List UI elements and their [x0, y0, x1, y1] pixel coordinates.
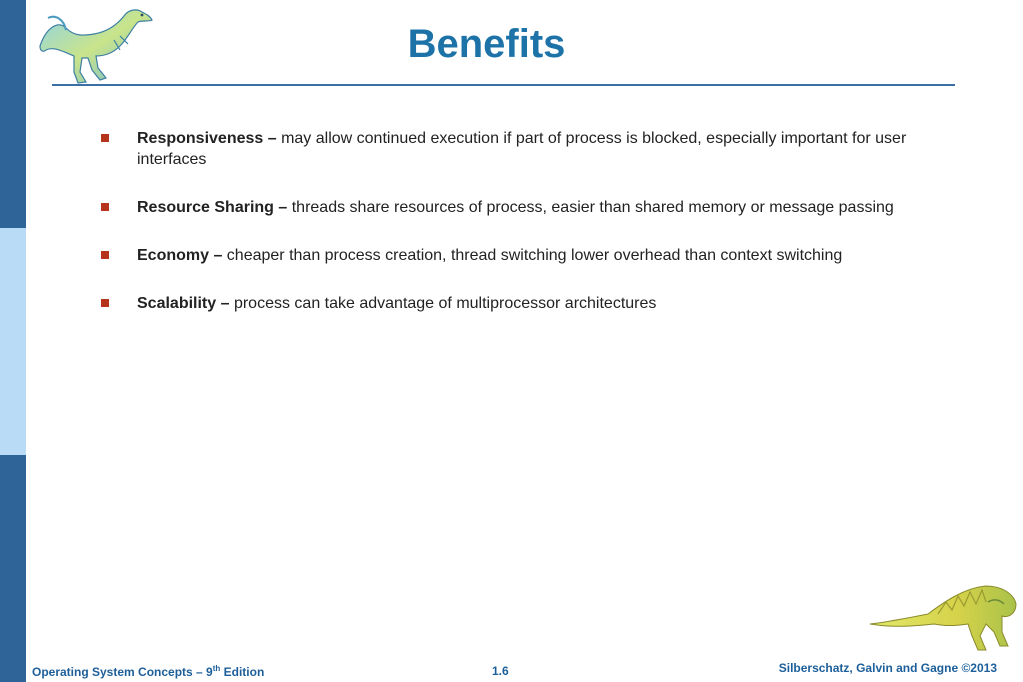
sidebar-band-bottom [0, 455, 26, 682]
bullet-term: Responsiveness – [137, 130, 277, 147]
footer-copyright: Silberschatz, Galvin and Gagne ©2013 [778, 661, 997, 675]
bullet-text: cheaper than process creation, thread switching lower overhead than context switching [222, 247, 843, 264]
bullet-list [100, 128, 970, 341]
square-bullet-icon [101, 299, 109, 307]
slide-title-text: Benefits [407, 22, 566, 66]
square-bullet-icon [101, 203, 109, 211]
bullet-text: threads share resources of process, easier than shared memory or message passing [287, 199, 894, 216]
bullet-item-responsiveness [100, 128, 970, 170]
bullet-item-resource-sharing [100, 197, 970, 218]
footer-book-superscript: th [212, 664, 221, 673]
slide-title [0, 22, 1023, 67]
dinosaur-corner-icon [868, 584, 1018, 656]
square-bullet-icon [101, 251, 109, 259]
bullet-item-economy [100, 245, 970, 266]
footer-page-number: 1.6 [492, 664, 509, 678]
bullet-term: Economy – [137, 247, 223, 264]
bullet-item-scalability [100, 293, 970, 314]
bullet-term: Resource Sharing – [137, 199, 288, 216]
bullet-term: Scalability – [137, 295, 230, 312]
title-divider [52, 84, 955, 86]
bullet-text: process can take advantage of multiprocessor architectures [229, 295, 657, 312]
sidebar-band-middle [0, 228, 26, 455]
footer-book-suffix: Edition [220, 665, 265, 679]
footer-book-prefix: Operating System Concepts – 9 [32, 665, 213, 679]
bullet-text: may allow continued execution if part of process is blocked, especially important for user interfaces [137, 130, 907, 168]
square-bullet-icon [101, 134, 109, 142]
footer-book-title [32, 664, 264, 679]
